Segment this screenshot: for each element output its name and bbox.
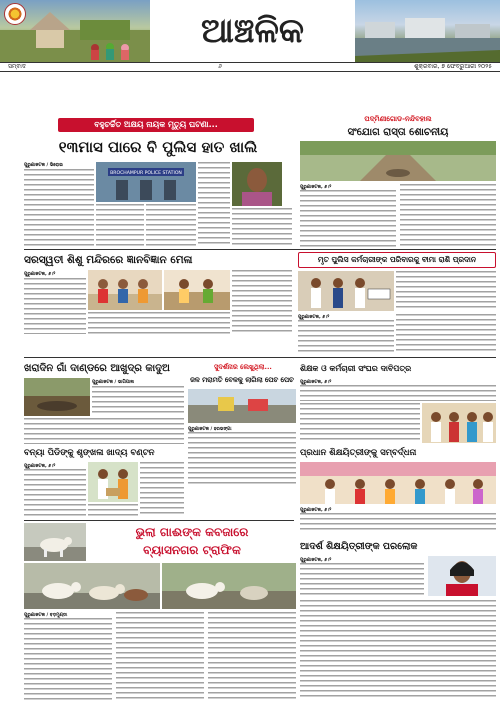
story3-text-col2 [88, 312, 230, 334]
newspaper-logo [4, 3, 26, 25]
story10-headline-line2: ବ୍ୟାସନଗର ଟ୍ରାଫିକ [143, 542, 241, 557]
page-number: ୬ [218, 63, 222, 70]
story2-kicker: ପଦ୍ମିଣୀଗୋଡ-ନନ୍ଦିବହାଲ [364, 114, 432, 123]
story4-headline: ମୃତ ପୁଲିସ କର୍ମଚାରୀଙ୍କ ପରିବାରକୁ ବୀମା ରାଶି ପ୍ରଦାନ [317, 255, 477, 264]
story1-victim-photo [232, 162, 282, 206]
story2-road-photo [300, 141, 496, 181]
divider [24, 249, 496, 250]
story4-text-col1 [298, 320, 394, 354]
story11-text-col1 [300, 563, 424, 597]
story5-headline: ଖରାଦିନ ଗାଁ ଦାଣ୍ଡରେ ଆଖୁଦ୍ର କାଦୁଅ [24, 362, 170, 374]
story11-text-col2 [300, 600, 496, 700]
story9-text [300, 513, 496, 533]
story1-text-col4 [198, 162, 230, 247]
story4-text-col2 [396, 271, 496, 311]
divider [24, 357, 496, 358]
story10-cow-photo2 [24, 563, 160, 609]
story5-text-col1 [92, 386, 184, 416]
police-station-sign: BROCHAMPUR POLICE STATION [110, 171, 182, 176]
story11-portrait-photo [428, 556, 496, 596]
dateline [0, 62, 500, 72]
masthead-photo-right [355, 0, 500, 62]
story2-byline: ପୁରୁଣାକଟକ, ୬।୨ [300, 185, 332, 190]
story9-headline: ପ୍ରଧାନ ଶିକ୍ଷୟିତ୍ରୀଙ୍କୁ ସମ୍ବର୍ଦ୍ଧନା [300, 448, 417, 458]
story8-text-col2 [140, 462, 184, 517]
story10-headline-line1: ଭୁଲା ଗାଈଙ୍କ କବଜାରେ [135, 524, 249, 539]
story7-union-photo [422, 403, 496, 443]
story7-headline: ଶିକ୍ଷକ ଓ କର୍ମଚାରୀ ସଂଘର ଦାବିପତ୍ର [300, 364, 412, 373]
story1-police-station-photo [96, 162, 196, 202]
story7-text-top [300, 385, 496, 401]
story8-relief-photo [88, 462, 138, 502]
issue-date: ଶୁକ୍ରବାର, ୭ ଫେବ୍ରୁଆରୀ ୨୦୨୫ [414, 63, 492, 70]
story11-byline: ପୁରୁଣାକଟକ, ୬।୨ [300, 558, 332, 563]
story3-fair-photo1 [88, 270, 162, 310]
story6-kicker: ସୁଦର୍ଶନାର ଲେଖୁଥିଲା... [214, 362, 272, 371]
story6-road-photo [188, 389, 296, 423]
story1-text-col2 [96, 204, 144, 247]
story3-headline: ସରସ୍ୱତୀ ଶିଶୁ ମନ୍ଦିରରେ ଜ୍ଞାନବିଜ୍ଞାନ ମେଳା [24, 253, 193, 266]
story9-byline: ପୁରୁଣାକଟକ, ୬।୨ [300, 508, 332, 513]
story5-text-col2 [24, 418, 184, 444]
masthead [0, 0, 500, 66]
story3-text-col1 [24, 278, 86, 334]
story1-text-col5 [232, 208, 292, 247]
story8-text-col1 [24, 469, 86, 517]
story3-text-col4 [232, 270, 292, 334]
story7-text-col1 [300, 403, 420, 443]
story8-byline: ପୁରୁଣାକଟକ, ୬।୨ [24, 464, 56, 469]
divider [24, 520, 294, 521]
edition-label: ସମ୍ବାଦ [8, 63, 26, 70]
story6-headline: ଜଳ ମରାମତି ବେଳକୁ ଲାଗିଲା ପେଚ ପେଚ [190, 375, 294, 384]
story6-byline: ପୁରୁଣାକଟକ / ହରଭଙ୍ଗା [188, 427, 232, 432]
story1-headline: ୧୩ମାସ ପାରେ ବି ପୁଲିସ ହାତ ଖାଲି [58, 138, 258, 156]
story10-text-col3 [208, 612, 296, 700]
story10-text-col2 [116, 612, 204, 700]
story10-byline: ପୁରୁଣାକଟକ / ବଡ଼ମୁଣ୍ଡା [24, 613, 68, 618]
story1-kicker: ବହୁଚର୍ଚ୍ଚିତ ଅକ୍ଷୟ ନାୟକ ମୃତ୍ୟୁ ଘଟଣା... [58, 118, 254, 132]
story1-text-col3 [146, 204, 196, 247]
story2-text-col1 [300, 190, 396, 247]
story2-text-col2 [400, 184, 496, 247]
story8-headline: ବନ୍ୟା ପିଡିଙ୍କୁ ଶୃଙ୍ଖଳା ଖାଦ୍ୟ ବଣ୍ଟନ [24, 448, 155, 458]
story8-text-col3 [88, 504, 138, 517]
story5-mud-photo [24, 378, 90, 416]
story10-cow-photo1 [24, 523, 86, 561]
story4-ceremony-photo [298, 271, 394, 311]
story5-byline: ପୁରୁଣାକଟକ / ଭାଗିପାଳା [92, 380, 134, 385]
story10-text-col1 [24, 618, 112, 700]
story10-cow-photo3 [162, 563, 296, 609]
story9-felicitation-photo [300, 462, 496, 504]
story7-byline: ପୁରୁଣାକଟକ, ୬।୨ [300, 380, 332, 385]
story4-headline-box [298, 252, 496, 268]
story2-headline: ସଂଯୋଗ ରାସ୍ତା ଶୋଚନୀୟ [347, 126, 449, 138]
story4-text-col3 [396, 314, 496, 354]
story4-byline: ପୁରୁଣାକଟକ, ୬।୨ [298, 315, 330, 320]
story1-text-col1 [24, 169, 94, 247]
story6-text [188, 432, 296, 484]
story3-fair-photo2 [164, 270, 230, 310]
story3-byline: ପୁରୁଣାକଟକ, ୬।୨ [24, 272, 56, 277]
story1-byline: ପୁରୁଣାକଟକ / ଭିରୋଇ [24, 163, 63, 168]
masthead-title: ଆଞ୍ଚଳିକ [200, 11, 305, 51]
story11-headline: ଆଦର୍ଶ ଶିକ୍ଷୟିତ୍ରୀଙ୍କ ପରଲୋକ [300, 540, 418, 552]
